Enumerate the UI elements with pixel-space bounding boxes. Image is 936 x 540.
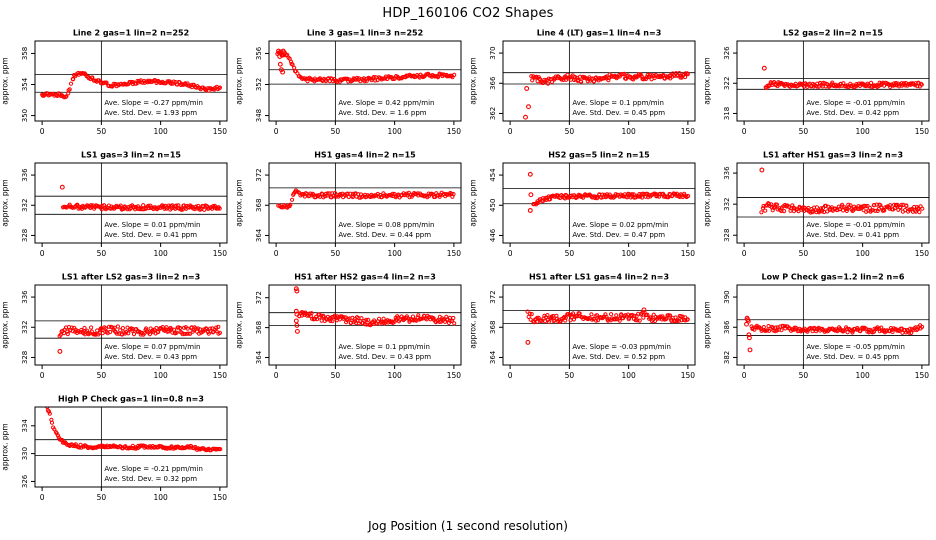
- data-point: [590, 313, 593, 316]
- x-axis-label: Jog Position (1 second resolution): [368, 519, 568, 533]
- y-axis-title: approx. ppm: [0, 301, 10, 349]
- outlier-point: [528, 209, 532, 213]
- y-axis: [21, 419, 35, 489]
- y-tick-label: 372: [255, 291, 263, 305]
- std-dev-annotation: Ave. Std. Dev. = 0.44 ppm: [338, 231, 432, 239]
- x-tick-label: 150: [212, 371, 228, 380]
- data-points: [528, 172, 689, 212]
- data-point: [921, 325, 924, 328]
- outlier-point: [58, 350, 62, 354]
- y-axis: [21, 47, 35, 123]
- data-point: [891, 330, 894, 333]
- outlier-point: [525, 87, 529, 91]
- outlier-point: [294, 319, 298, 323]
- data-point: [172, 328, 175, 331]
- y-tick-label: 326: [723, 46, 731, 60]
- y-tick-label: 336: [21, 290, 29, 304]
- slope-annotation: Ave. Slope = -0.03 ppm/min: [572, 343, 671, 351]
- data-point: [905, 204, 908, 207]
- subplot-title: Low P Check gas=1.2 lin=2 n=6: [761, 272, 905, 282]
- data-point: [546, 82, 549, 85]
- subplot-title: Line 4 (LT) gas=1 lin=4 n=3: [536, 28, 662, 38]
- x-tick-label: 50: [564, 249, 575, 258]
- page-title: HDP_160106 CO2 Shapes: [382, 6, 554, 21]
- data-point: [217, 325, 220, 328]
- y-tick-label: 332: [21, 198, 29, 212]
- y-tick-label: 368: [255, 320, 263, 335]
- y-axis-title: approx. ppm: [0, 57, 10, 105]
- std-dev-annotation: Ave. Std. Dev. = 0.45 ppm: [806, 353, 900, 361]
- data-point: [382, 317, 385, 320]
- y-axis: [255, 168, 269, 242]
- x-tick-label: 150: [212, 249, 228, 258]
- y-axis-title: approx. ppm: [234, 301, 244, 349]
- y-tick-label: 390: [723, 290, 731, 304]
- data-point: [762, 326, 765, 329]
- y-tick-label: 364: [255, 350, 263, 365]
- y-axis: [489, 46, 503, 120]
- x-axis: [40, 487, 228, 502]
- x-tick-label: 0: [273, 249, 279, 258]
- data-point: [546, 314, 549, 317]
- x-tick-label: 100: [153, 371, 168, 380]
- slope-annotation: Ave. Slope = -0.05 ppm/min: [806, 343, 905, 351]
- data-point: [638, 319, 641, 322]
- subplot-low-p-check-gas-1-2-lin-2-n-6: [702, 270, 936, 392]
- data-point: [293, 66, 296, 69]
- data-point: [823, 210, 826, 213]
- slope-annotation: Ave. Slope = 0.42 ppm/min: [338, 99, 435, 107]
- data-point: [580, 80, 583, 83]
- std-dev-annotation: Ave. Std. Dev. = 1.93 ppm: [104, 109, 198, 117]
- data-points: [762, 66, 923, 89]
- subplot-hs1-after-hs2-gas-4-lin-2-n-3: [234, 270, 468, 392]
- data-points: [760, 168, 924, 214]
- data-point: [50, 421, 53, 424]
- y-tick-label: 328: [21, 350, 29, 365]
- x-tick-label: 100: [387, 127, 402, 136]
- data-point: [452, 316, 455, 319]
- slope-annotation: Ave. Slope = -0.01 ppm/min: [806, 99, 905, 107]
- subplot-line-2-gas-1-lin-2-n-252: [0, 26, 234, 148]
- subplot-title: LS2 gas=2 lin=2 n=15: [783, 28, 883, 38]
- slope-annotation: Ave. Slope = -0.21 ppm/min: [104, 465, 203, 473]
- slope-annotation: Ave. Slope = 0.1 ppm/min: [572, 99, 665, 107]
- y-axis-title: approx. ppm: [0, 179, 10, 227]
- data-point: [642, 316, 645, 319]
- y-axis: [723, 166, 737, 242]
- outlier-point: [760, 168, 764, 172]
- y-tick-label: 356: [255, 46, 263, 61]
- data-point: [889, 204, 892, 207]
- y-tick-label: 358: [21, 46, 29, 61]
- x-tick-label: 0: [273, 371, 279, 380]
- data-points: [294, 287, 455, 334]
- y-axis-title: approx. ppm: [702, 179, 712, 227]
- y-tick-label: 364: [489, 350, 497, 365]
- y-axis: [21, 168, 35, 242]
- data-point: [116, 325, 119, 328]
- y-tick-label: 366: [489, 76, 497, 90]
- y-axis: [723, 290, 737, 364]
- x-tick-label: 100: [621, 249, 636, 258]
- annotation: [572, 343, 671, 361]
- annotation: [104, 99, 203, 117]
- x-tick-label: 50: [330, 127, 341, 136]
- slope-annotation: Ave. Slope = -0.27 ppm/min: [104, 99, 203, 107]
- data-point: [686, 318, 689, 321]
- x-tick-label: 150: [446, 127, 462, 136]
- subplot-ls1-gas-3-lin-2-n-15: [0, 148, 234, 270]
- y-axis: [489, 290, 503, 364]
- data-point: [780, 329, 783, 332]
- subplot-line-3-gas-1-lin-3-n-252: [234, 26, 468, 148]
- x-tick-label: 0: [273, 127, 279, 136]
- y-tick-label: 382: [723, 350, 731, 365]
- subplot-title: LS1 gas=3 lin=2 n=15: [81, 150, 181, 160]
- x-axis: [742, 121, 930, 136]
- std-dev-annotation: Ave. Std. Dev. = 1.6 ppm: [338, 109, 427, 117]
- std-dev-annotation: Ave. Std. Dev. = 0.41 ppm: [104, 231, 198, 239]
- x-axis: [742, 365, 930, 380]
- subplot-title: Line 2 gas=1 lin=2 n=252: [72, 28, 190, 38]
- std-dev-annotation: Ave. Std. Dev. = 0.52 ppm: [572, 353, 666, 361]
- data-point: [378, 317, 381, 320]
- annotation: [104, 343, 200, 361]
- slope-annotation: Ave. Slope = 0.01 ppm/min: [104, 221, 201, 229]
- y-axis: [255, 291, 269, 364]
- x-tick-label: 150: [914, 249, 930, 258]
- subplot-line-4-lt-gas-1-lin-4-n-3: [468, 26, 702, 148]
- std-dev-annotation: Ave. Std. Dev. = 0.32 ppm: [104, 475, 198, 483]
- y-tick-label: 372: [489, 290, 497, 304]
- data-point: [90, 326, 93, 329]
- annotation: [104, 465, 203, 483]
- data-point: [121, 327, 124, 330]
- annotation: [104, 221, 200, 239]
- data-point: [142, 204, 145, 207]
- std-dev-annotation: Ave. Std. Dev. = 0.43 ppm: [104, 353, 198, 361]
- data-point: [411, 315, 414, 318]
- x-tick-label: 50: [564, 371, 575, 380]
- x-tick-label: 0: [507, 249, 513, 258]
- annotation: [572, 221, 668, 239]
- x-tick-label: 50: [330, 249, 341, 258]
- data-point: [870, 81, 873, 84]
- x-tick-label: 100: [153, 127, 168, 136]
- x-tick-label: 100: [153, 249, 168, 258]
- x-tick-label: 150: [212, 127, 228, 136]
- data-point: [360, 317, 363, 320]
- x-tick-label: 100: [153, 493, 168, 502]
- data-point: [569, 319, 572, 322]
- x-axis: [40, 121, 228, 136]
- subplot-title: HS1 after LS1 gas=4 lin=2 n=3: [528, 272, 670, 282]
- data-point: [66, 332, 69, 335]
- y-tick-label: 386: [723, 320, 731, 334]
- x-tick-label: 100: [621, 371, 636, 380]
- x-tick-label: 50: [798, 249, 809, 258]
- data-point: [686, 73, 689, 76]
- annotation: [806, 99, 905, 117]
- data-point: [127, 332, 130, 335]
- x-axis: [508, 365, 696, 380]
- slope-annotation: Ave. Slope = -0.01 ppm/min: [806, 221, 905, 229]
- x-tick-label: 50: [96, 493, 107, 502]
- std-dev-annotation: Ave. Std. Dev. = 0.47 ppm: [572, 231, 666, 239]
- subplot-hs2-gas-5-lin-2-n-15: [468, 148, 702, 270]
- data-point: [859, 330, 862, 333]
- std-dev-annotation: Ave. Std. Dev. = 0.42 ppm: [806, 109, 900, 117]
- x-tick-label: 100: [387, 371, 402, 380]
- y-tick-label: 362: [489, 106, 497, 121]
- subplot-title: HS2 gas=5 lin=2 n=15: [548, 150, 650, 160]
- outlier-point: [60, 185, 64, 189]
- std-dev-annotation: Ave. Std. Dev. = 0.45 ppm: [572, 109, 666, 117]
- data-point: [684, 75, 687, 78]
- x-tick-label: 100: [387, 249, 402, 258]
- y-tick-label: 330: [21, 446, 29, 461]
- x-axis: [508, 121, 696, 136]
- x-tick-label: 50: [798, 371, 809, 380]
- data-point: [291, 198, 294, 201]
- x-axis: [742, 243, 930, 258]
- y-tick-label: 372: [255, 168, 263, 182]
- y-tick-label: 446: [489, 228, 497, 243]
- annotation: [806, 221, 905, 239]
- data-point: [48, 412, 51, 415]
- data-point: [218, 86, 221, 89]
- y-tick-label: 454: [489, 168, 497, 182]
- x-tick-label: 50: [96, 371, 107, 380]
- x-axis: [274, 243, 462, 258]
- data-point: [63, 332, 66, 335]
- y-tick-label: 348: [255, 108, 263, 123]
- subplot-hs1-after-ls1-gas-4-lin-2-n-3: [468, 270, 702, 392]
- y-tick-label: 368: [489, 320, 497, 334]
- y-tick-label: 328: [21, 228, 29, 243]
- data-point: [453, 73, 456, 76]
- annotation: [806, 343, 905, 361]
- plot-grid: [0, 26, 936, 514]
- data-points: [60, 185, 221, 211]
- x-tick-label: 50: [330, 371, 341, 380]
- x-axis: [40, 243, 228, 258]
- annotation: [572, 99, 665, 117]
- data-point: [72, 78, 75, 81]
- outlier-point: [524, 115, 528, 119]
- x-tick-label: 150: [446, 371, 462, 380]
- y-tick-label: 352: [255, 77, 263, 92]
- y-tick-label: 332: [723, 197, 731, 211]
- x-tick-label: 50: [564, 127, 575, 136]
- data-point: [615, 314, 618, 317]
- outlier-point: [529, 193, 533, 197]
- y-axis: [723, 46, 737, 120]
- data-point: [764, 209, 767, 212]
- y-tick-label: 336: [21, 168, 29, 182]
- subplot-title: LS1 after LS2 gas=3 lin=2 n=3: [61, 272, 201, 282]
- slope-annotation: Ave. Slope = 0.08 ppm/min: [338, 221, 435, 229]
- data-point: [69, 82, 72, 85]
- data-points: [41, 71, 222, 99]
- y-axis-title: approx. ppm: [702, 301, 712, 349]
- x-axis: [274, 365, 462, 380]
- data-point: [132, 333, 135, 336]
- annotation: [338, 99, 434, 117]
- x-tick-label: 150: [446, 249, 462, 258]
- data-point: [760, 211, 763, 214]
- y-tick-label: 364: [255, 228, 263, 243]
- x-tick-label: 100: [855, 371, 870, 380]
- data-point: [849, 204, 852, 207]
- y-tick-label: 450: [489, 198, 497, 212]
- y-tick-label: 350: [21, 108, 29, 123]
- x-tick-label: 150: [680, 249, 696, 258]
- data-point: [113, 326, 116, 329]
- slope-annotation: Ave. Slope = 0.07 ppm/min: [104, 343, 201, 351]
- data-points: [526, 308, 689, 344]
- data-point: [203, 208, 206, 211]
- data-point: [417, 314, 420, 317]
- data-point: [918, 211, 921, 214]
- y-axis: [255, 46, 269, 122]
- data-point: [109, 330, 112, 333]
- slope-annotation: Ave. Slope = 0.1 ppm/min: [338, 343, 431, 351]
- outlier-point: [527, 105, 531, 109]
- data-point: [165, 326, 168, 329]
- x-tick-label: 0: [507, 371, 513, 380]
- y-tick-label: 326: [21, 474, 29, 489]
- y-axis: [21, 290, 35, 364]
- x-tick-label: 50: [96, 249, 107, 258]
- y-axis: [489, 168, 503, 242]
- outlier-point: [278, 62, 282, 66]
- subplot-title: Line 3 gas=1 lin=3 n=252: [306, 28, 424, 38]
- x-tick-label: 0: [741, 371, 747, 380]
- slope-annotation: Ave. Slope = 0.02 ppm/min: [572, 221, 669, 229]
- x-axis: [274, 121, 462, 136]
- data-points: [277, 189, 455, 209]
- x-tick-label: 0: [741, 127, 747, 136]
- y-tick-label: 332: [21, 320, 29, 334]
- subplot-high-p-check-gas-1-lin-0-8-n-3: [0, 392, 234, 514]
- outlier-point: [526, 341, 530, 345]
- x-tick-label: 100: [855, 249, 870, 258]
- outlier-point: [762, 66, 766, 70]
- subplot-title: HS1 gas=4 lin=2 n=15: [314, 150, 416, 160]
- y-axis-title: approx. ppm: [468, 57, 478, 105]
- x-tick-label: 150: [680, 127, 696, 136]
- y-axis-title: approx. ppm: [234, 179, 244, 227]
- subplot-title: High P Check gas=1 lin=0.8 n=3: [58, 394, 204, 404]
- x-tick-label: 50: [798, 127, 809, 136]
- y-axis-title: approx. ppm: [468, 179, 478, 227]
- y-tick-label: 328: [723, 228, 731, 242]
- subplot-title: HS1 after HS2 gas=4 lin=2 n=3: [294, 272, 436, 282]
- y-tick-label: 370: [489, 46, 497, 60]
- data-points: [276, 49, 456, 83]
- subplot-hs1-gas-4-lin-2-n-15: [234, 148, 468, 270]
- x-tick-label: 0: [507, 127, 513, 136]
- x-axis: [508, 243, 696, 258]
- x-tick-label: 150: [914, 127, 930, 136]
- x-tick-label: 0: [39, 371, 45, 380]
- data-points: [46, 405, 222, 452]
- y-axis-title: approx. ppm: [468, 301, 478, 349]
- outlier-point: [296, 330, 300, 334]
- data-point: [320, 319, 323, 322]
- outlier-point: [528, 172, 532, 176]
- y-tick-label: 336: [723, 166, 731, 180]
- data-point: [83, 326, 86, 329]
- data-point: [186, 327, 189, 330]
- std-dev-annotation: Ave. Std. Dev. = 0.41 ppm: [806, 231, 900, 239]
- x-tick-label: 100: [621, 127, 636, 136]
- x-axis: [40, 365, 228, 380]
- annotation: [338, 221, 434, 239]
- x-tick-label: 0: [39, 127, 45, 136]
- data-point: [155, 326, 158, 329]
- y-axis-title: approx. ppm: [234, 57, 244, 105]
- data-point: [815, 206, 818, 209]
- subplot-ls2-gas-2-lin-2-n-15: [702, 26, 936, 148]
- y-axis-title: approx. ppm: [0, 423, 10, 471]
- std-dev-annotation: Ave. Std. Dev. = 0.43 ppm: [338, 353, 432, 361]
- x-tick-label: 0: [39, 493, 45, 502]
- data-point: [783, 210, 786, 213]
- y-tick-label: 368: [255, 198, 263, 212]
- x-tick-label: 150: [680, 371, 696, 380]
- subplot-ls1-after-ls2-gas-3-lin-2-n-3: [0, 270, 234, 392]
- x-tick-label: 150: [914, 371, 930, 380]
- y-tick-label: 354: [21, 77, 29, 92]
- annotation: [338, 343, 431, 361]
- data-point: [453, 322, 456, 325]
- data-point: [610, 313, 613, 316]
- subplot-ls1-after-hs1-gas-3-lin-2-n-3: [702, 148, 936, 270]
- x-tick-label: 50: [96, 127, 107, 136]
- data-point: [921, 207, 924, 210]
- x-tick-label: 100: [855, 127, 870, 136]
- x-tick-label: 0: [741, 249, 747, 258]
- x-tick-label: 150: [212, 493, 228, 502]
- y-tick-label: 322: [723, 76, 731, 90]
- x-tick-label: 0: [39, 249, 45, 258]
- y-tick-label: 334: [21, 419, 29, 433]
- subplot-title: LS1 after HS1 gas=3 lin=2 n=3: [762, 150, 904, 160]
- y-axis-title: approx. ppm: [702, 57, 712, 105]
- outlier-point: [748, 348, 752, 352]
- y-tick-label: 318: [723, 106, 731, 121]
